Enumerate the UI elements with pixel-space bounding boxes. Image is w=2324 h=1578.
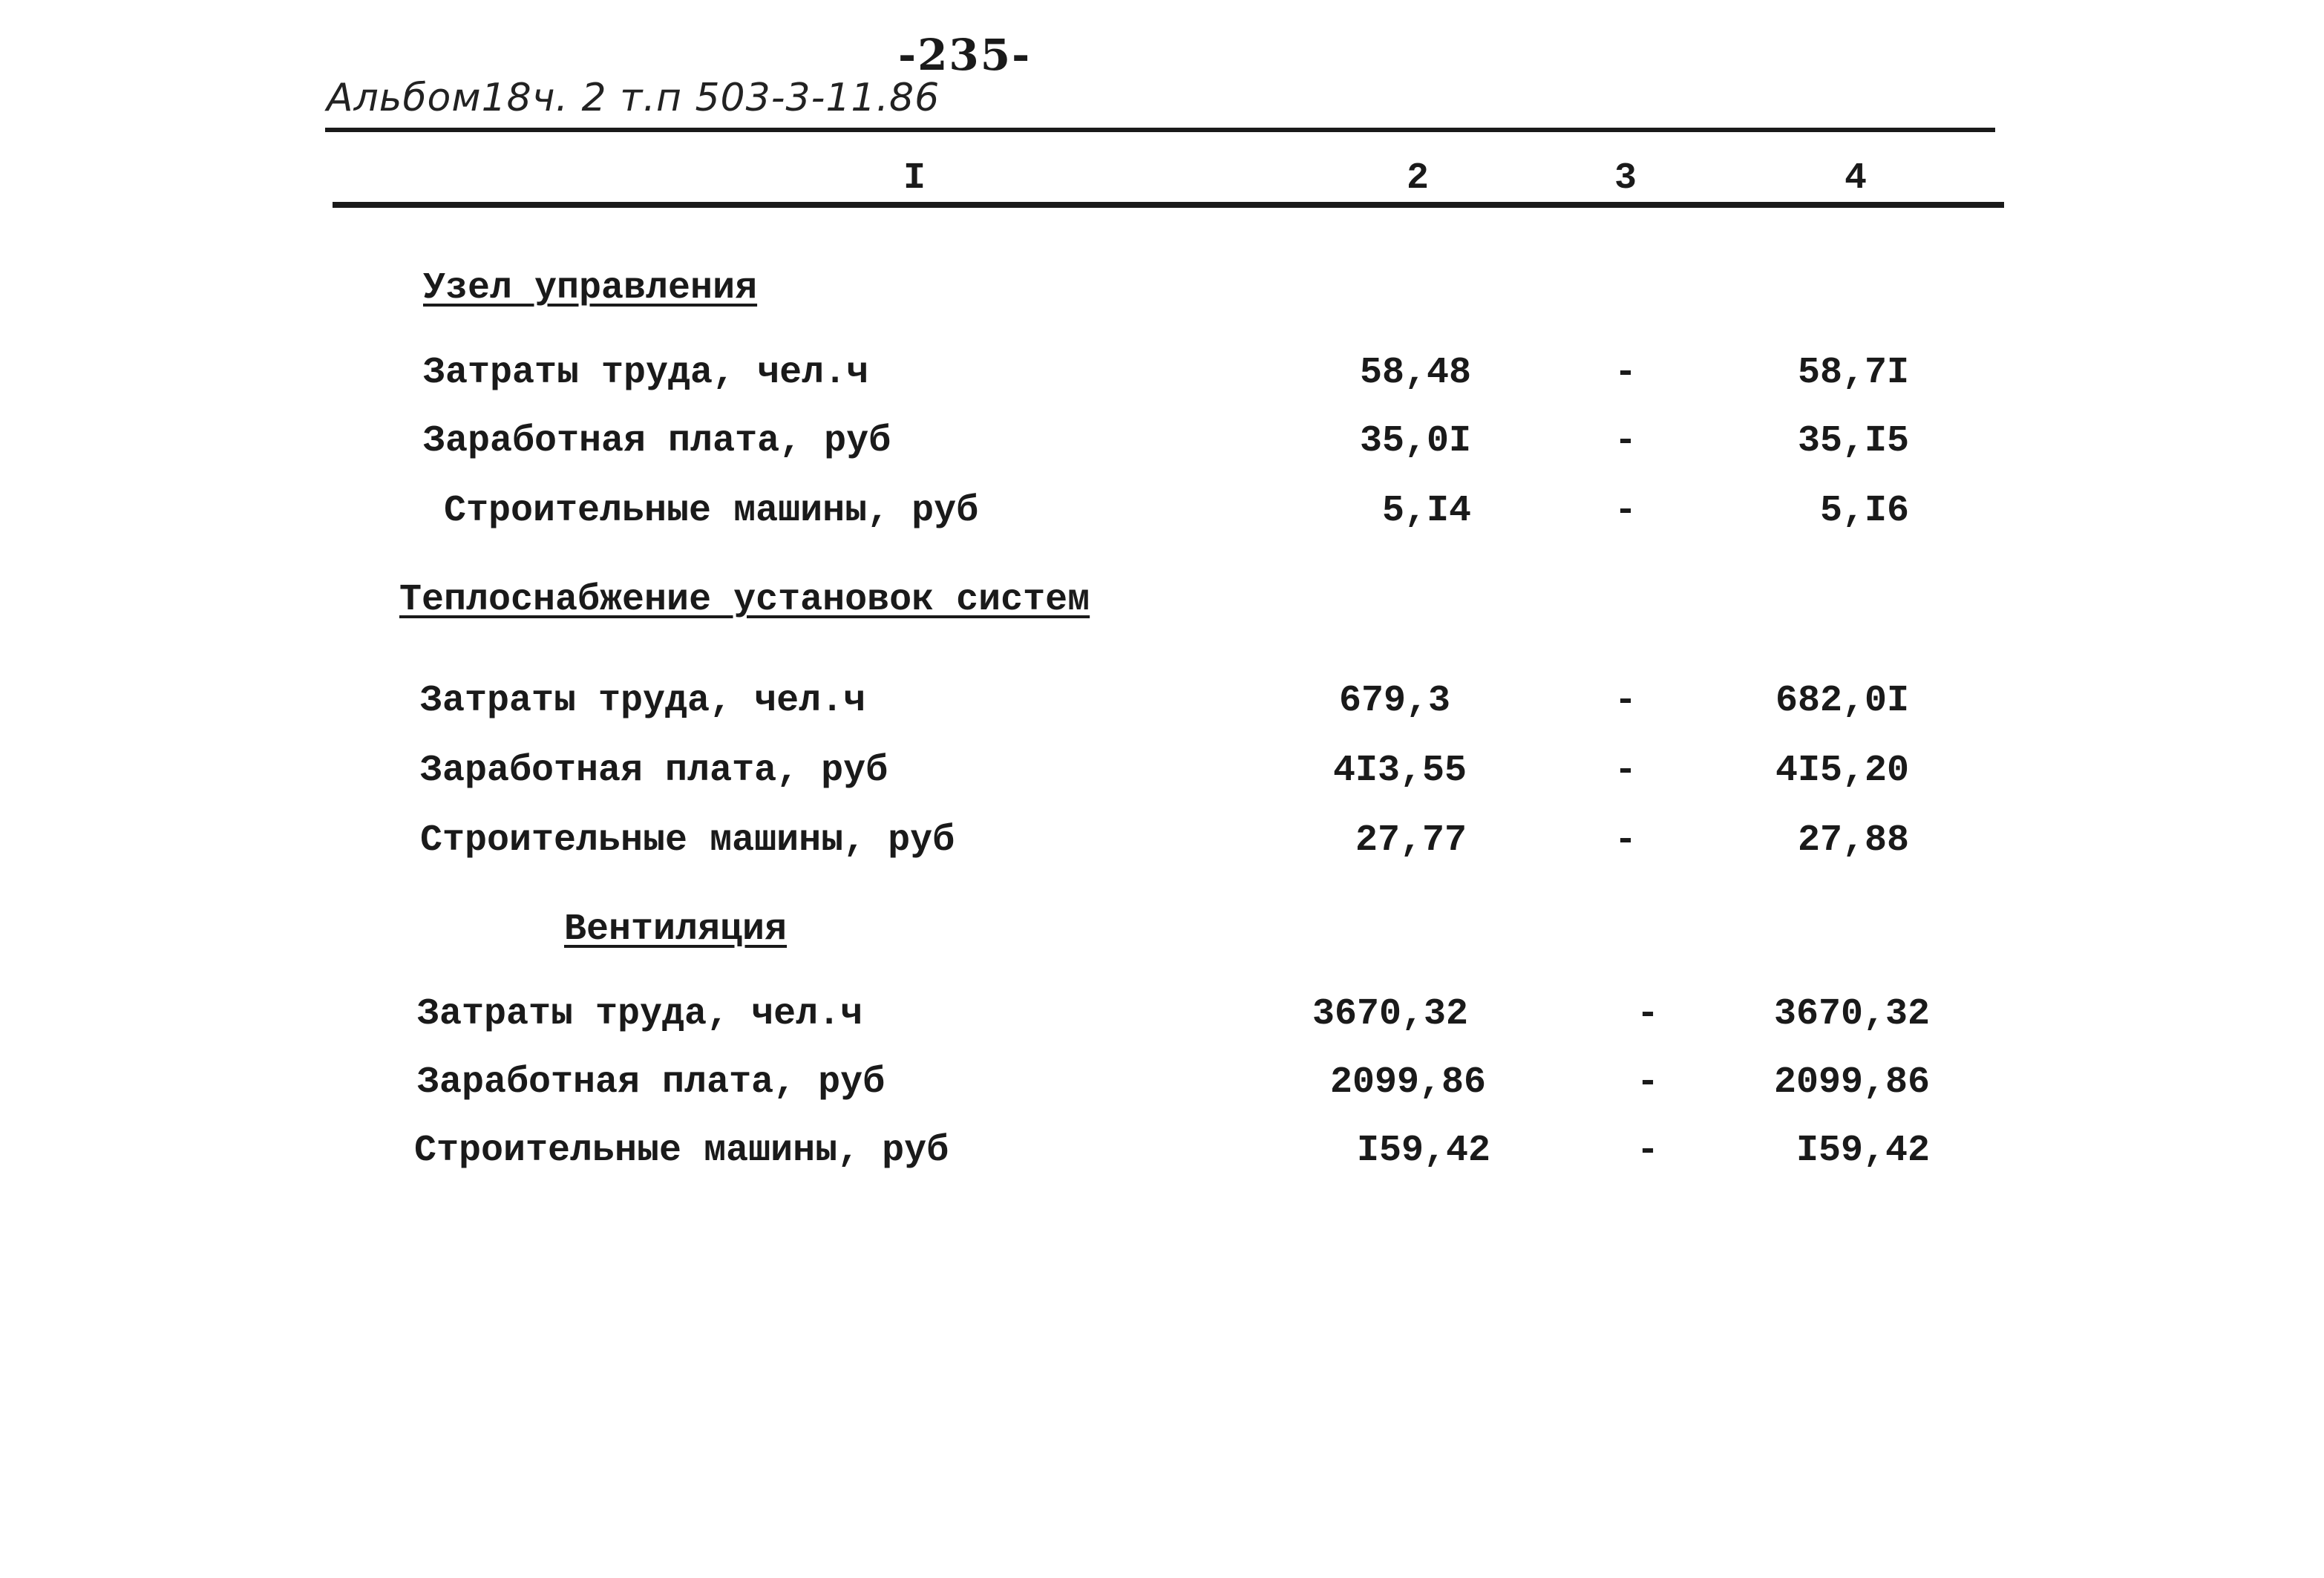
table-row (0, 490, 2324, 542)
value-col4: 58,7I (1797, 352, 1909, 394)
table-row (0, 1061, 2324, 1113)
table-row (0, 420, 2324, 472)
value-col2: 2099,86 (1329, 1061, 1486, 1104)
row-label: Затраты труда, чел.ч (420, 680, 866, 722)
table-row (0, 352, 2324, 404)
value-col2: 58,48 (1359, 352, 1471, 394)
row-label: Строительные машины, руб (414, 1130, 949, 1172)
row-label: Затраты труда, чел.ч (417, 993, 863, 1035)
value-col4: 35,I5 (1797, 420, 1909, 462)
value-col2: 679,3 (1338, 680, 1450, 722)
section-title: Узел управления (423, 267, 758, 310)
value-col4: 4I5,20 (1775, 750, 1909, 792)
value-col4: 682,0I (1775, 680, 1909, 722)
value-col3: - (1614, 352, 1637, 394)
column-header-4: 4 (1844, 157, 1867, 200)
table-row (0, 750, 2324, 802)
value-col3: - (1614, 750, 1637, 792)
value-col2: 4I3,55 (1332, 750, 1467, 792)
value-col4: 27,88 (1797, 819, 1909, 862)
section-title: Вентиляция (564, 909, 788, 951)
value-col2: 5,I4 (1381, 490, 1471, 532)
table-row (0, 680, 2324, 732)
value-col3: - (1614, 420, 1637, 462)
table-row (0, 819, 2324, 871)
table-row (0, 993, 2324, 1045)
column-header-1: I (903, 157, 926, 200)
value-col3: - (1636, 1061, 1659, 1104)
value-col4: I59,42 (1796, 1130, 1930, 1172)
top-rule (325, 128, 1995, 132)
album-reference-handwritten: Альбом18ч. 2 т.п 503-3-11.86 (327, 76, 940, 120)
column-header-2: 2 (1406, 157, 1429, 200)
value-col3: - (1636, 1130, 1659, 1172)
row-label: Строительные машины, руб (420, 819, 955, 862)
value-col4: 3670,32 (1773, 993, 1930, 1035)
row-label: Заработная плата, руб (420, 750, 888, 792)
page-number: -235- (898, 30, 1032, 80)
row-label: Затраты труда, чел.ч (423, 352, 869, 394)
section-title: Теплоснабжение установок систем (399, 579, 1090, 621)
value-col4: 5,I6 (1819, 490, 1909, 532)
value-col4: 2099,86 (1773, 1061, 1930, 1104)
value-col3: - (1614, 680, 1637, 722)
row-label: Заработная плата, руб (423, 420, 891, 462)
value-col2: I59,42 (1356, 1130, 1490, 1172)
header-rule (333, 202, 2004, 208)
row-label: Строительные машины, руб (444, 490, 979, 532)
value-col2: 3670,32 (1312, 993, 1468, 1035)
value-col2: 35,0I (1359, 420, 1471, 462)
value-col2: 27,77 (1355, 819, 1467, 862)
value-col3: - (1636, 993, 1659, 1035)
column-header-3: 3 (1614, 157, 1637, 200)
value-col3: - (1614, 490, 1637, 532)
value-col3: - (1614, 819, 1637, 862)
row-label: Заработная плата, руб (417, 1061, 886, 1104)
table-row (0, 1130, 2324, 1182)
